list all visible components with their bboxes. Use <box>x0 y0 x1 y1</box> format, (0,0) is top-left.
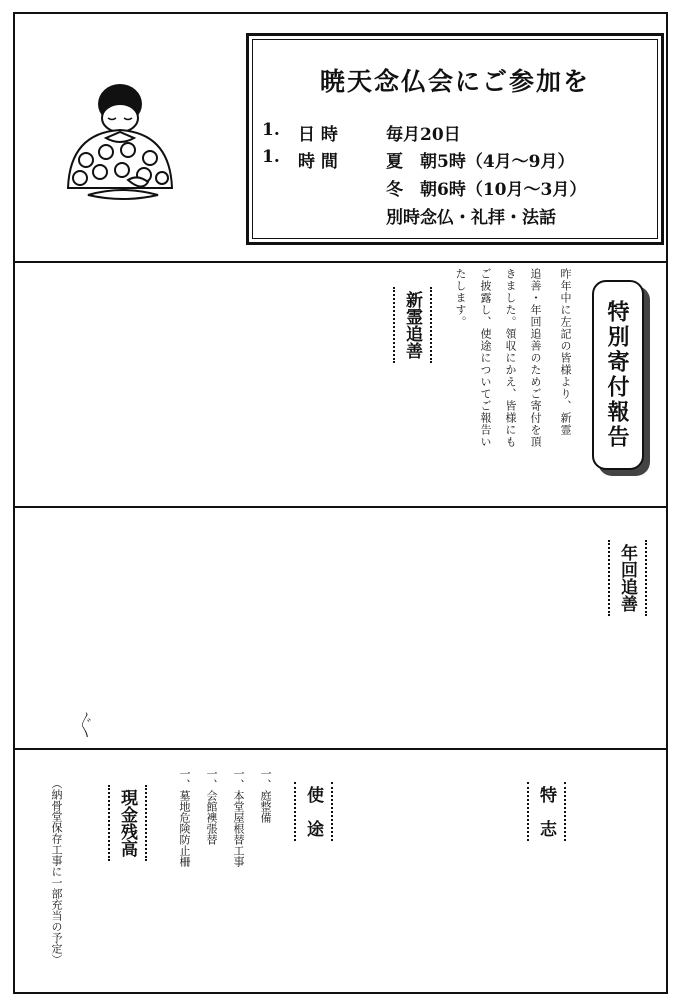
new-spirit-memorial-label: 新霊追善 <box>393 287 432 363</box>
row-2-key: 時 間 <box>298 152 338 172</box>
balance-note: （納骨堂保存工事に一部充当の予定） <box>50 778 63 965</box>
cash-balance-label: 現金残高 <box>108 785 147 861</box>
annual-memorial-label: 年回追善 <box>608 540 647 616</box>
row-4-val: 別時念仏・礼拝・法話 <box>386 208 556 228</box>
small-mark: 〲 <box>79 719 93 734</box>
divider-2 <box>13 506 668 508</box>
report-line-5: たします。 <box>454 268 467 328</box>
special-donors-label: 特 志 <box>527 782 566 841</box>
usage-item-1: 一、庭整備 <box>259 768 272 823</box>
notice-title: 暁天念仏会にご参加を <box>319 67 590 96</box>
divider-3 <box>13 748 668 750</box>
report-line-3: きました。領収にかえ、皆様にも <box>504 268 517 448</box>
report-line-4: ご披露し、使途についてご報告い <box>479 268 492 448</box>
praying-child-illustration <box>48 80 198 220</box>
row-1-val: 毎月20日 <box>386 125 461 145</box>
report-line-1: 昨年中に左記の皆様より、新霊 <box>559 268 572 436</box>
report-line-2: 追善・年回追善のためご寄付を頂 <box>529 268 542 448</box>
row-1-key: 日 時 <box>298 125 338 145</box>
row-2-num: 1. <box>262 147 280 167</box>
usage-item-2: 一、本堂屋根替工事 <box>232 768 245 867</box>
row-2-val: 夏 朝5時（4月～9月） <box>386 152 575 172</box>
special-donation-report-title-box <box>592 280 644 470</box>
row-3-val: 冬 朝6時（10月～3月） <box>386 180 587 200</box>
usage-label: 使 途 <box>294 782 333 841</box>
usage-item-3: 一、会館襖張替 <box>205 768 218 845</box>
report-title: 特別寄付報告 <box>604 300 630 450</box>
row-1-num: 1. <box>262 120 280 140</box>
divider-1 <box>13 261 668 263</box>
usage-item-4: 一、墓地危険防止柵 <box>178 768 191 867</box>
